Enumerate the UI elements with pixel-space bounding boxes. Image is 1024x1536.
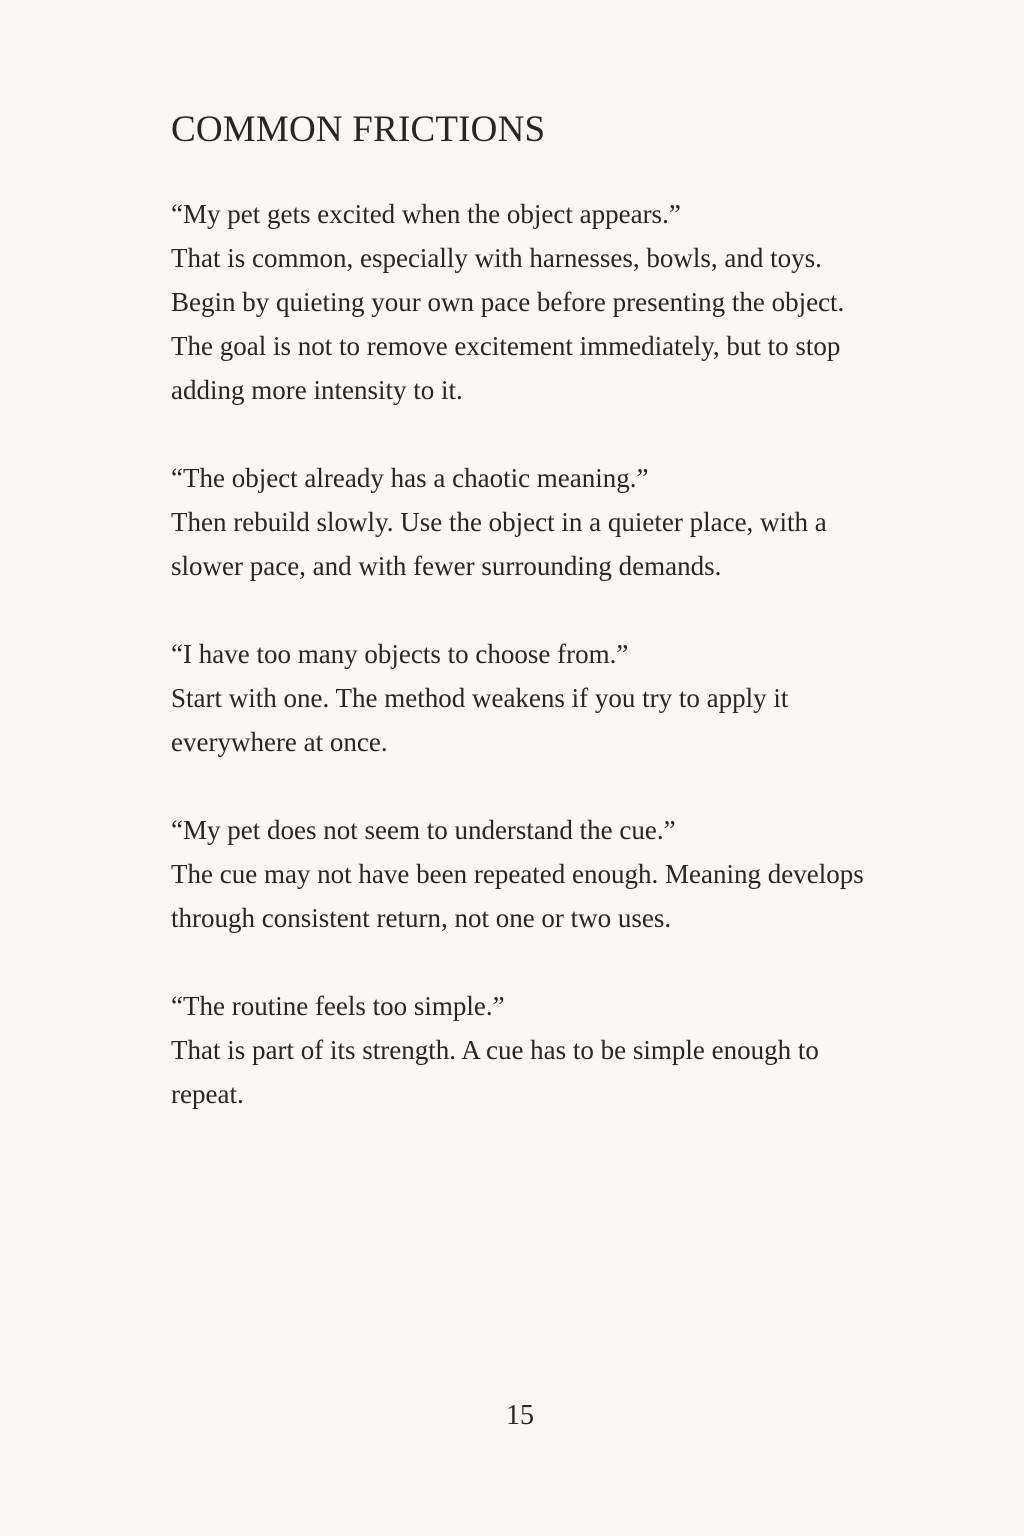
friction-answer: That is common, especially with harnesses, bowls, and toys. Begin by quieting your own pace before presenting the object. The goal is not to remove excitement immediately, but to stop adding more intensity to it.	[171, 243, 845, 405]
friction-item	[171, 192, 871, 412]
friction-answer: The cue may not have been repeated enough. Meaning develops through consistent return, not one or two uses.	[171, 859, 864, 933]
friction-question: “The object already has a chaotic meaning.”	[171, 463, 649, 493]
friction-question: “My pet does not seem to understand the cue.”	[171, 815, 676, 845]
friction-question: “The routine feels too simple.”	[171, 991, 505, 1021]
page-number: 15	[506, 1400, 534, 1431]
friction-item	[171, 808, 871, 940]
friction-answer: Start with one. The method weakens if you try to apply it everywhere at once.	[171, 683, 789, 757]
friction-answer: Then rebuild slowly. Use the object in a quieter place, with a slower pace, and with fewer surrounding demands.	[171, 507, 827, 581]
frictions-list	[171, 192, 871, 1160]
friction-item	[171, 984, 871, 1116]
section-heading: COMMON FRICTIONS	[171, 109, 546, 150]
friction-item	[171, 456, 871, 588]
friction-question: “My pet gets excited when the object appears.”	[171, 199, 681, 229]
friction-answer: That is part of its strength. A cue has to be simple enough to repeat.	[171, 1035, 819, 1109]
friction-question: “I have too many objects to choose from.”	[171, 639, 629, 669]
friction-item	[171, 632, 871, 764]
